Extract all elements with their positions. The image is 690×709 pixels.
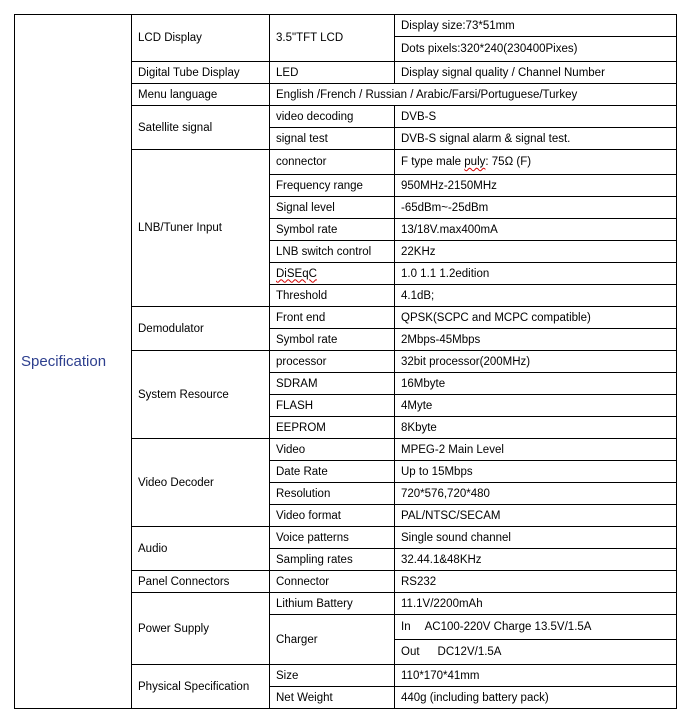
category-cell: LNB/Tuner Input (132, 150, 270, 307)
charger-out-value: DC12V/1.5A (437, 646, 502, 658)
category-cell: LCD Display (132, 15, 270, 62)
category-cell: System Resource (132, 351, 270, 439)
param-cell: processor (270, 351, 395, 373)
value-cell: 32.44.1&48KHz (395, 549, 677, 571)
param-cell: Symbol rate (270, 219, 395, 241)
value-cell: Display signal quality / Channel Number (395, 62, 677, 84)
section-header: Specification (15, 15, 132, 709)
param-cell: EEPROM (270, 417, 395, 439)
param-cell: Symbol rate (270, 329, 395, 351)
value-cell: DVB-S (395, 106, 677, 128)
value-cell: PAL/NTSC/SECAM (395, 505, 677, 527)
param-cell: LNB switch control (270, 241, 395, 263)
value-cell: 16Mbyte (395, 373, 677, 395)
charger-in-value: AC100-220V Charge 13.5V/1.5A (424, 621, 592, 633)
param-cell: Date Rate (270, 461, 395, 483)
value-cell: 110*170*41mm (395, 665, 677, 687)
param-cell: signal test (270, 128, 395, 150)
category-cell: Video Decoder (132, 439, 270, 527)
value-text: : 75Ω (F) (485, 156, 532, 168)
value-cell: Dots pixels:320*240(230400Pixes) (395, 37, 677, 62)
value-cell: Up to 15Mbps (395, 461, 677, 483)
value-cell: 11.1V/2200mAh (395, 593, 677, 615)
category-cell: Audio (132, 527, 270, 571)
param-cell: SDRAM (270, 373, 395, 395)
category-cell: Panel Connectors (132, 571, 270, 593)
spec-table (14, 14, 677, 709)
charger-out-label: Out (401, 646, 420, 658)
param-cell: Resolution (270, 483, 395, 505)
category-cell: Physical Specification (132, 665, 270, 709)
value-cell: English /French / Russian / Arabic/Farsi/Portuguese/Turkey (270, 84, 677, 106)
category-cell: Demodulator (132, 307, 270, 351)
param-cell: Threshold (270, 285, 395, 307)
value-cell: Display size:73*51mm (395, 15, 677, 37)
category-cell: Power Supply (132, 593, 270, 665)
value-cell: 22KHz (395, 241, 677, 263)
value-cell (395, 150, 677, 175)
param-cell: Voice patterns (270, 527, 395, 549)
value-cell: QPSK(SCPC and MCPC compatible) (395, 307, 677, 329)
param-cell: LED (270, 62, 395, 84)
value-cell: 13/18V.max400mA (395, 219, 677, 241)
param-cell: 3.5"TFT LCD (270, 15, 395, 62)
value-cell: MPEG-2 Main Level (395, 439, 677, 461)
param-cell: Sampling rates (270, 549, 395, 571)
param-cell: Video (270, 439, 395, 461)
spelling-error-mark: DiSEqC (276, 267, 317, 280)
param-cell: Net Weight (270, 687, 395, 709)
value-cell: DVB-S signal alarm & signal test. (395, 128, 677, 150)
value-cell: 32bit processor(200MHz) (395, 351, 677, 373)
value-cell: 4.1dB; (395, 285, 677, 307)
value-cell: 4Myte (395, 395, 677, 417)
param-cell: FLASH (270, 395, 395, 417)
category-cell: Satellite signal (132, 106, 270, 150)
value-text: F type male (401, 156, 465, 168)
value-cell: 2Mbps-45Mbps (395, 329, 677, 351)
value-cell: 440g (including battery pack) (395, 687, 677, 709)
category-cell: Menu language (132, 84, 270, 106)
value-cell: 720*576,720*480 (395, 483, 677, 505)
table-row (15, 15, 677, 37)
param-cell: video decoding (270, 106, 395, 128)
param-cell: Connector (270, 571, 395, 593)
value-cell: -65dBm~-25dBm (395, 197, 677, 219)
charger-in-label: In (401, 621, 411, 633)
value-cell: 950MHz-2150MHz (395, 175, 677, 197)
param-cell: Lithium Battery (270, 593, 395, 615)
param-cell (270, 263, 395, 285)
param-cell: Signal level (270, 197, 395, 219)
category-cell: Digital Tube Display (132, 62, 270, 84)
param-cell: Video format (270, 505, 395, 527)
param-cell: Size (270, 665, 395, 687)
value-cell: 8Kbyte (395, 417, 677, 439)
value-cell: RS232 (395, 571, 677, 593)
spelling-error-mark: puly (464, 156, 486, 168)
param-cell: connector (270, 150, 395, 175)
value-cell: Single sound channel (395, 527, 677, 549)
value-cell: 1.0 1.1 1.2edition (395, 263, 677, 285)
value-cell (395, 640, 677, 665)
param-cell: Charger (270, 615, 395, 665)
value-cell (395, 615, 677, 640)
param-cell: Frequency range (270, 175, 395, 197)
param-cell: Front end (270, 307, 395, 329)
